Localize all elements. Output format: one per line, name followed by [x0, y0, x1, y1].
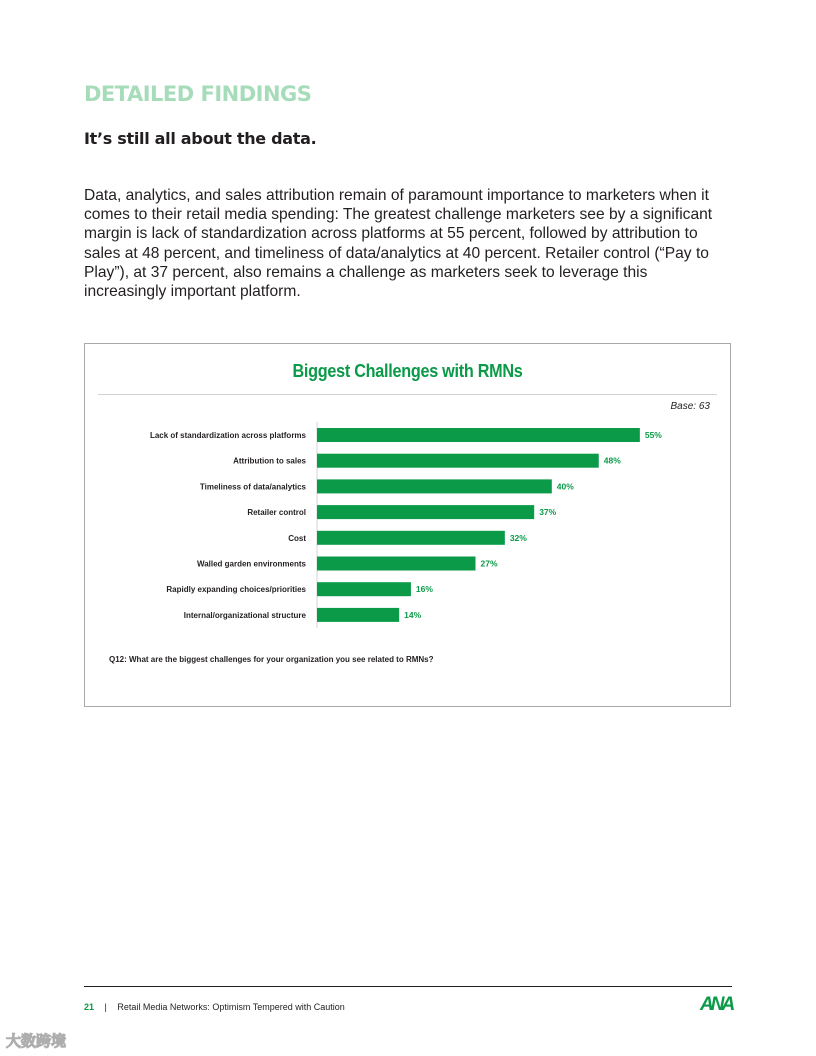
- bar: [317, 505, 534, 519]
- bar: [317, 557, 475, 571]
- category-label: Timeliness of data/analytics: [199, 482, 306, 492]
- document-title: Retail Media Networks: Optimism Tempered with Caution: [117, 1002, 345, 1012]
- category-label: Internal/organizational structure: [183, 610, 306, 620]
- value-label: 14%: [404, 609, 422, 620]
- body-paragraph: Data, analytics, and sales attribution remain of paramount importance to marketers when it comes to their retail media spending: The greatest challenge marketers see by a significant margin is lack of standardization across platforms at 55 percent, followed by attribution to sales at 48 percent, and timeliness of data/analytics at 40 percent. Retailer control (“Pay to Play”), at 37 percent, also remains a challenge as marketers seek to leverage this increasingly important platform.: [84, 187, 713, 301]
- chart-container: [84, 343, 731, 707]
- bar: [317, 479, 552, 493]
- ana-logo: ANA: [700, 994, 733, 1015]
- base-note: Base: 63: [670, 401, 710, 412]
- chart-title: Biggest Challenges with RMNs: [292, 361, 523, 381]
- value-label: 32%: [509, 532, 527, 543]
- bar-chart: [85, 344, 730, 706]
- footer-separator: |: [104, 1002, 107, 1012]
- category-label: Rapidly expanding choices/priorities: [166, 585, 306, 595]
- bar: [317, 582, 411, 596]
- value-label: 55%: [644, 430, 662, 440]
- page-number: 21: [84, 1002, 95, 1012]
- page-subtitle: It’s still all about the data.: [84, 129, 317, 148]
- category-label: Retailer control: [247, 508, 306, 518]
- bar: [317, 428, 640, 442]
- category-label: Walled garden environments: [196, 559, 306, 569]
- value-label: 16%: [415, 584, 433, 595]
- category-label: Lack of standardization across platforms: [149, 431, 306, 440]
- section-title: DETAILED FINDINGS: [84, 82, 312, 106]
- value-label: 37%: [539, 507, 557, 518]
- footer: [84, 1002, 345, 1012]
- watermark: 大数跨境: [6, 1033, 67, 1050]
- category-label: Attribution to sales: [233, 456, 306, 466]
- bar: [317, 608, 399, 622]
- category-label: Cost: [288, 533, 306, 543]
- footer-divider: [84, 986, 732, 987]
- bar: [317, 531, 505, 545]
- value-label: 48%: [603, 455, 621, 466]
- value-label: 27%: [480, 558, 498, 569]
- bar: [317, 454, 599, 468]
- value-label: 40%: [556, 481, 574, 492]
- survey-question: Q12: What are the biggest challenges for your organization you see related to RMNs?: [109, 655, 434, 664]
